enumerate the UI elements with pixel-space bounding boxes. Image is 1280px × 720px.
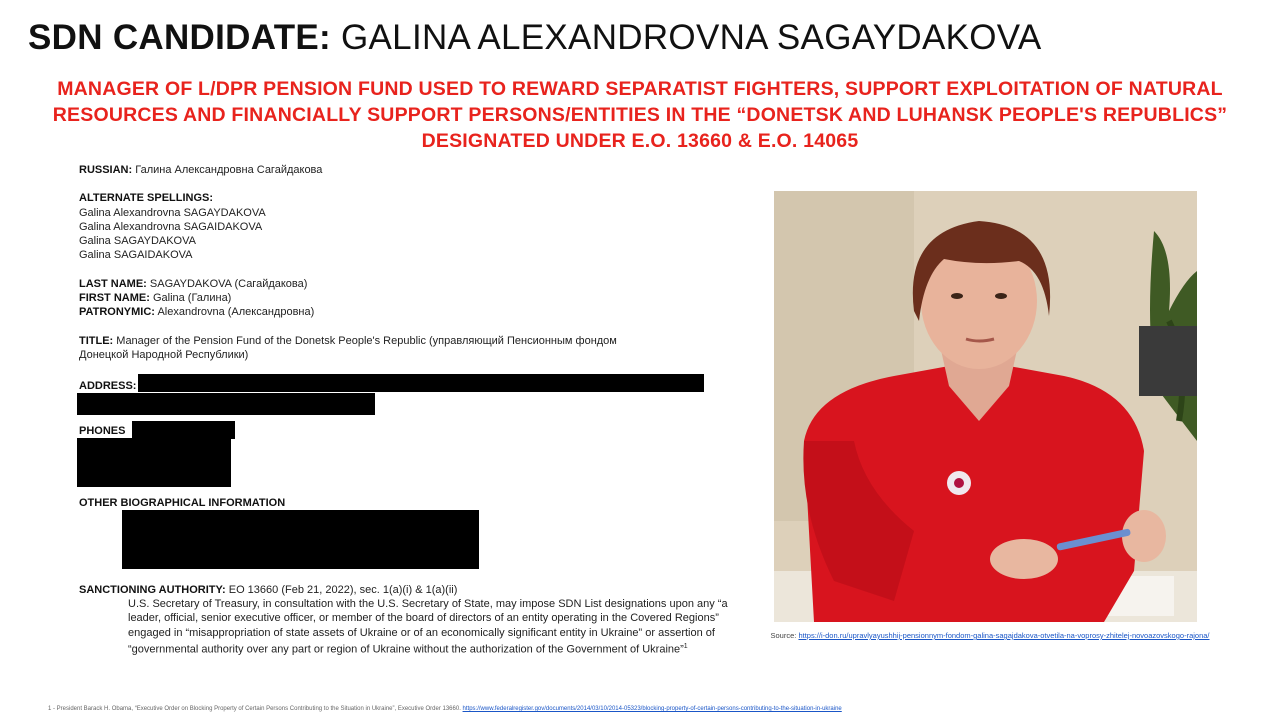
redaction-bar	[138, 374, 704, 392]
phones-label: PHONES	[79, 425, 126, 437]
profile-body	[79, 163, 719, 376]
footnote	[48, 706, 842, 712]
last-name-label: LAST NAME:	[79, 277, 147, 290]
russian-value: Галина Александровна Сагайдакова	[135, 164, 323, 176]
russian-label: RUSSIAN:	[79, 164, 133, 176]
patronymic-value: Alexandrovna (Александровна)	[157, 306, 315, 319]
source-link[interactable]: https://i-don.ru/upravlyayushhij-pensionnym-fondom-galina-sagajdakova-otvetila-na-voprosy-zhitelej-novoazovskogo-rajona/	[798, 631, 1210, 640]
subtitle-line: MANAGER OF L/DPR PENSION FUND USED TO REWARD SEPARATIST FIGHTERS, SUPPORT EXPLOITATION OF NATURAL	[57, 78, 1223, 100]
alternate-spellings-block	[79, 191, 719, 262]
sanctioning-authority-row	[79, 583, 457, 597]
portrait-photo	[774, 191, 1197, 622]
sanctioning-authority-text	[128, 597, 738, 657]
redaction-bar	[77, 393, 375, 415]
photo-source	[770, 630, 1210, 641]
sanctioning-authority-body: U.S. Secretary of Treasury, in consultation with the U.S. Secretary of State, may impose SDN List designations upon any “a leader, official, senior executive officer, or member of the board of directors of an entity operating in the Covered Regions” engaged in “misappropriation of state assets of Ukraine or of an economically significant entity in Ukraine” or assertion of “governmental authority over any part or region of Ukraine without the authorization of the Government of Ukraine”	[128, 598, 728, 656]
sanctioning-authority-label: SANCTIONING AUTHORITY:	[79, 584, 226, 596]
title-field-value-cont: Донецкой Народной Республики)	[79, 348, 249, 361]
title-row	[79, 334, 719, 348]
subtitle-line: RESOURCES AND FINANCIALLY SUPPORT PERSONS/ENTITIES IN THE “DONETSK AND LUHANSK PEOPLE'S REPUBLICS”	[52, 104, 1228, 126]
portrait-illustration	[774, 191, 1197, 622]
first-name-value: Galina (Галина)	[152, 292, 232, 305]
redaction-bar	[77, 438, 231, 487]
subtitle	[10, 76, 1270, 154]
patronymic-label: PATRONYMIC:	[79, 306, 155, 319]
title-field-value: Manager of the Pension Fund of the Donetsk People's Republic (управляющий Пенсионным фондом	[116, 334, 617, 347]
redaction-bar	[132, 421, 235, 439]
title-field-label: TITLE:	[79, 334, 114, 347]
last-name-row	[79, 277, 719, 291]
source-label: Source:	[770, 631, 797, 640]
last-name-value: SAGAYDAKOVA (Сагайдакова)	[149, 277, 308, 290]
sanctioning-authority-value: EO 13660 (Feb 21, 2022), sec. 1(a)(i) & 1(a)(ii)	[228, 584, 458, 596]
footnote-mark: 1	[683, 642, 688, 650]
address-label: ADDRESS:	[79, 380, 137, 392]
title-label: SDN CANDIDATE:	[28, 18, 331, 57]
first-name-row	[79, 291, 719, 305]
other-bio-label: OTHER BIOGRAPHICAL INFORMATION	[79, 497, 286, 509]
title-block	[79, 334, 719, 363]
subtitle-line: DESIGNATED UNDER E.O. 13660 & E.O. 14065	[421, 130, 859, 152]
alternate-spelling: Galina SAGAYDAKOVA	[79, 235, 196, 248]
footnote-link[interactable]: https://www.federalregister.gov/documents/2014/03/10/2014-05323/blocking-property-of-certain-persons-contributing-to-the-situation-in-ukraine	[462, 706, 842, 712]
patronymic-row	[79, 305, 719, 319]
page-title	[28, 18, 1042, 58]
alternate-spelling: Galina SAGAIDAKOVA	[79, 249, 193, 262]
redaction-bar	[122, 510, 479, 569]
alternate-spellings-label: ALTERNATE SPELLINGS:	[79, 192, 214, 205]
alternate-spelling: Galina Alexandrovna SAGAIDAKOVA	[79, 220, 263, 233]
alternate-spelling: Galina Alexandrovna SAGAYDAKOVA	[79, 206, 266, 219]
title-name: GALINA ALEXANDROVNA SAGAYDAKOVA	[341, 18, 1042, 57]
footnote-text: 1 - President Barack H. Obama, “Executive Order on Blocking Property of Certain Persons Contributing to the Situation in Ukraine”, Executive Order 13660.	[48, 706, 461, 712]
name-block	[79, 277, 719, 320]
first-name-label: FIRST NAME:	[79, 292, 150, 305]
russian-block	[79, 163, 719, 177]
